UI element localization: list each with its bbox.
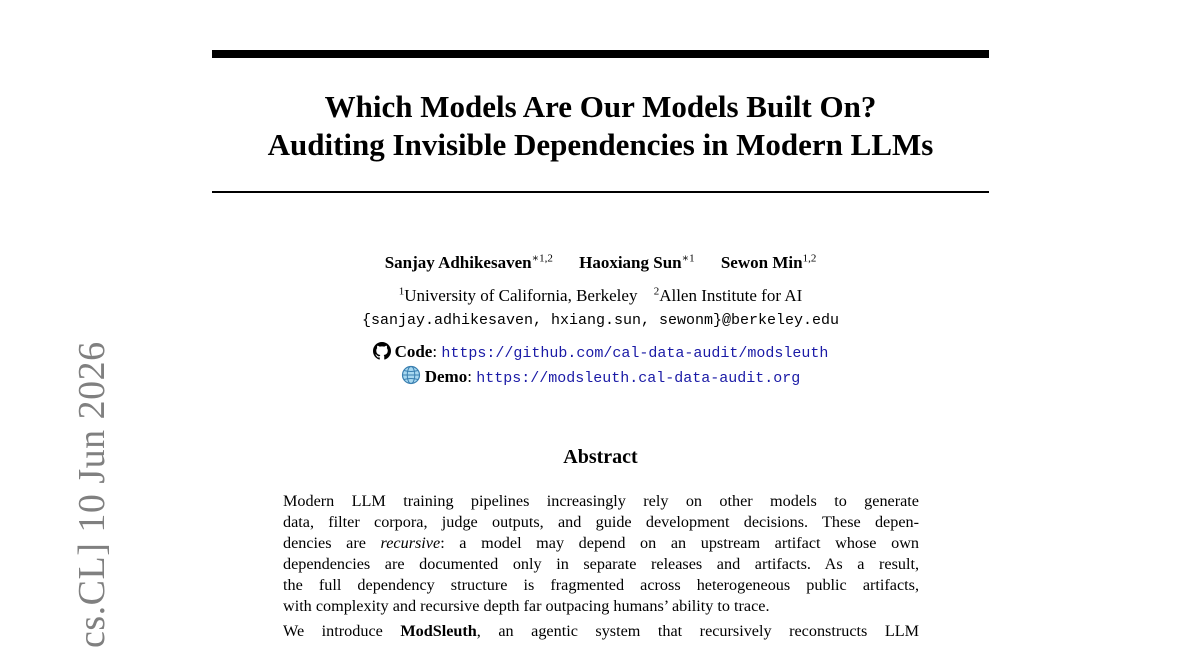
affiliation-1-name: University of California, Berkeley	[404, 285, 638, 305]
abstract-text: We introduce	[283, 622, 401, 640]
title-top-rule	[212, 50, 989, 58]
paper-title-line-1: Which Models Are Our Models Built On?	[324, 89, 877, 124]
arxiv-side-stamp: cs.CL] 10 Jun 2026	[71, 341, 113, 648]
demo-url-link[interactable]: https://modsleuth.cal-data-audit.org	[476, 370, 801, 387]
abstract-line: data, filter corpora, judge outputs, and guide development decisions. These depen-	[283, 513, 919, 531]
abstract-line: Modern LLM training pipelines increasingly rely on other models to generate	[283, 492, 919, 510]
affiliation-1	[399, 286, 638, 305]
affiliation-2	[654, 286, 803, 305]
author-1-affil-mark: ∗1,2	[531, 252, 553, 264]
abstract-text: , an agentic system that recursively reconstructs LLM	[476, 622, 919, 640]
author-1	[385, 253, 553, 272]
author-2	[579, 253, 695, 272]
abstract-paragraph-2	[283, 621, 919, 642]
abstract-line: with complexity and recursive depth far outpacing humans’ ability to trace.	[283, 597, 770, 615]
abstract-text: : a model may depend on an upstream artifact whose own	[440, 534, 919, 552]
code-url-link[interactable]: https://github.com/cal-data-audit/modsleuth	[441, 345, 829, 362]
abstract-paragraph-1	[283, 491, 919, 617]
system-name: ModSleuth	[400, 622, 477, 640]
author-1-name: Sanjay Adhikesaven	[384, 252, 532, 272]
abstract-body	[283, 491, 919, 646]
author-2-affil-mark: ∗1	[681, 252, 695, 264]
globe-icon	[401, 365, 421, 392]
code-link-row: Code: https://github.com/cal-data-audit/modsleuth	[212, 340, 989, 367]
author-3	[721, 253, 816, 272]
author-2-name: Haoxiang Sun	[579, 252, 682, 272]
abstract-emphasis: recursive	[380, 534, 441, 552]
affiliation-list	[212, 279, 989, 308]
demo-label: Demo	[424, 367, 468, 386]
abstract-line	[283, 621, 919, 642]
author-3-affil-mark: 1,2	[802, 252, 817, 264]
affiliation-2-name: Allen Institute for AI	[659, 285, 803, 305]
author-emails: {sanjay.adhikesaven, hxiang.sun, sewonm}@berkeley.edu	[361, 312, 840, 329]
author-list	[212, 246, 989, 275]
github-icon	[373, 342, 391, 367]
author-3-name: Sewon Min	[720, 252, 803, 272]
code-label: Code	[394, 342, 433, 361]
paper-title-line-2: Auditing Invisible Dependencies in Modern LLMs	[267, 127, 934, 162]
abstract-line	[283, 533, 919, 554]
affiliation-2-mark: 2	[653, 285, 660, 297]
abstract-text: dencies are	[283, 534, 381, 552]
abstract-line: the full dependency structure is fragmented across heterogeneous public artifacts,	[283, 576, 919, 594]
demo-link-row: Demo: https://modsleuth.cal-data-audit.org	[212, 365, 989, 392]
title-bottom-rule	[212, 191, 989, 193]
abstract-line: dependencies are documented only in separate releases and artifacts. As a result,	[283, 555, 919, 573]
affiliation-1-mark: 1	[398, 285, 405, 297]
abstract-heading: Abstract	[563, 446, 638, 468]
paper-title	[212, 88, 989, 164]
